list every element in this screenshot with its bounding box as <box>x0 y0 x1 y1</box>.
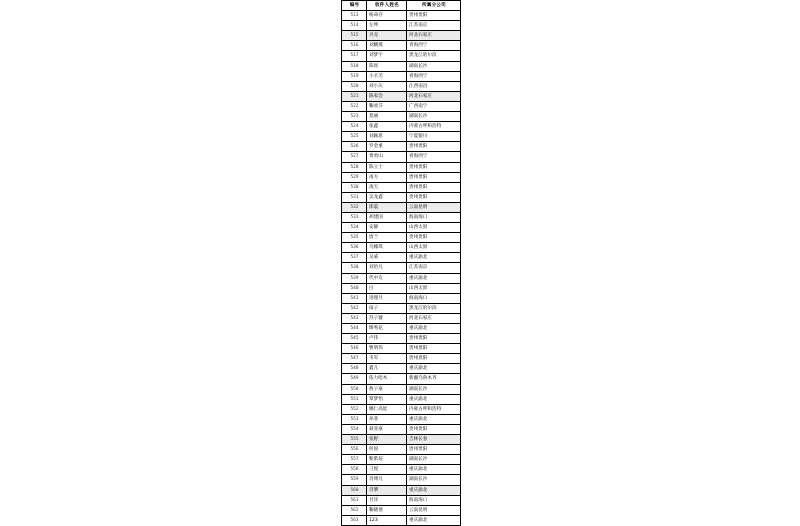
cell-id: 543 <box>342 313 367 323</box>
cell-id: 557 <box>342 455 367 465</box>
cell-recipient-name: 韦军 <box>367 354 407 364</box>
cell-recipient-name: 小羊羔 <box>367 71 407 81</box>
cell-recipient-name: 鞠晓倩 <box>367 505 407 515</box>
cell-branch-company: 重庆渝北 <box>407 515 461 525</box>
cell-id: 553 <box>342 414 367 424</box>
cell-recipient-name: 陈立士 <box>367 162 407 172</box>
cell-recipient-name: 扇子 <box>367 303 407 313</box>
table-row[interactable] <box>342 263 461 273</box>
table-row[interactable] <box>342 112 461 122</box>
cell-recipient-name: 张鑫 <box>367 122 407 132</box>
cell-recipient-name: 南方 <box>367 172 407 182</box>
cell-branch-company: 新疆乌鲁木齐 <box>407 374 461 384</box>
table-row[interactable] <box>342 243 461 253</box>
cell-id: 531 <box>342 192 367 202</box>
table-row[interactable] <box>342 192 461 202</box>
cell-branch-company: 内蒙古呼和浩特 <box>407 404 461 414</box>
table-body <box>342 11 461 526</box>
table-row[interactable] <box>342 61 461 71</box>
table-row[interactable] <box>342 132 461 142</box>
cell-branch-company: 江西南昌 <box>407 81 461 91</box>
cell-branch-company: 重庆渝北 <box>407 273 461 283</box>
cell-id: 538 <box>342 263 367 273</box>
cell-recipient-name: 白 <box>367 283 407 293</box>
cell-recipient-name: 刘小庆 <box>367 81 407 91</box>
cell-id: 539 <box>342 273 367 283</box>
cell-recipient-name: 左坤 <box>367 21 407 31</box>
table-row[interactable] <box>342 303 461 313</box>
table-row[interactable] <box>342 152 461 162</box>
cell-branch-company: 山西太原 <box>407 243 461 253</box>
cell-recipient-name: 刘治凡 <box>367 263 407 273</box>
cell-id: 554 <box>342 424 367 434</box>
table-row[interactable] <box>342 505 461 515</box>
cell-branch-company: 江苏南京 <box>407 21 461 31</box>
table-row[interactable] <box>342 515 461 525</box>
cell-branch-company: 重庆渝北 <box>407 465 461 475</box>
table-row[interactable] <box>342 414 461 424</box>
table-row[interactable] <box>342 41 461 51</box>
cell-branch-company: 青海西宁 <box>407 41 461 51</box>
cell-branch-company: 贵州贵阳 <box>407 424 461 434</box>
cell-branch-company: 山西太原 <box>407 223 461 233</box>
table-row[interactable] <box>342 465 461 475</box>
cell-recipient-name: 莫丽 <box>367 112 407 122</box>
cell-branch-company: 贵州贵阳 <box>407 344 461 354</box>
table-row[interactable] <box>342 283 461 293</box>
table-row[interactable] <box>342 172 461 182</box>
cell-recipient-name: 何国 <box>367 445 407 455</box>
cell-id: 522 <box>342 101 367 111</box>
cell-branch-company: 贵州贵阳 <box>407 162 461 172</box>
table-row[interactable] <box>342 122 461 132</box>
table-row[interactable] <box>342 364 461 374</box>
cell-branch-company: 重庆渝北 <box>407 485 461 495</box>
cell-recipient-name: 吴威 <box>367 253 407 263</box>
table-row[interactable] <box>342 81 461 91</box>
table-row[interactable] <box>342 404 461 414</box>
cell-recipient-name: 胡建国 <box>367 212 407 222</box>
cell-recipient-name: 敖子豪 <box>367 384 407 394</box>
cell-branch-company: 海南海口 <box>407 495 461 505</box>
cell-branch-company: 重庆渝北 <box>407 253 461 263</box>
cell-id: 550 <box>342 384 367 394</box>
cell-id: 555 <box>342 435 367 445</box>
table-row[interactable] <box>342 91 461 101</box>
cell-branch-company: 重庆渝北 <box>407 324 461 334</box>
cell-recipient-name: 聂亚豪 <box>367 424 407 434</box>
table-row[interactable] <box>342 162 461 172</box>
cell-recipient-name: 郎震 <box>367 202 407 212</box>
cell-id: 523 <box>342 112 367 122</box>
table-row[interactable] <box>342 212 461 222</box>
table-row[interactable] <box>342 495 461 505</box>
table-row[interactable] <box>342 182 461 192</box>
cell-id: 563 <box>342 515 367 525</box>
cell-recipient-name: 唐兰 <box>367 233 407 243</box>
cell-branch-company: 贵州贵阳 <box>407 172 461 182</box>
cell-branch-company: 内蒙古呼和浩特 <box>407 122 461 132</box>
cell-id: 537 <box>342 253 367 263</box>
cell-id: 559 <box>342 475 367 485</box>
cell-recipient-name: 安静 <box>367 223 407 233</box>
cell-branch-company: 云南昆明 <box>407 505 461 515</box>
table-row[interactable] <box>342 11 461 21</box>
cell-recipient-name: 刘鹏燕 <box>367 41 407 51</box>
cell-id: 533 <box>342 212 367 222</box>
recipient-table <box>341 0 461 526</box>
table-header <box>342 1 461 11</box>
cell-recipient-name: 苏子璇 <box>367 313 407 323</box>
table-row[interactable] <box>342 223 461 233</box>
cell-id: 515 <box>342 31 367 41</box>
table-row[interactable] <box>342 435 461 445</box>
cell-recipient-name: 刘梦宇 <box>367 51 407 61</box>
cell-branch-company: 贵州贵阳 <box>407 445 461 455</box>
cell-branch-company: 贵州贵阳 <box>407 11 461 21</box>
table-row[interactable] <box>342 202 461 212</box>
cell-id: 520 <box>342 81 367 91</box>
cell-branch-company: 重庆渝北 <box>407 394 461 404</box>
table-row[interactable] <box>342 334 461 344</box>
cell-id: 532 <box>342 202 367 212</box>
cell-id: 534 <box>342 223 367 233</box>
table-row[interactable] <box>342 313 461 323</box>
cell-recipient-name: 覃梦怡 <box>367 394 407 404</box>
table-row[interactable] <box>342 354 461 364</box>
cell-recipient-name: 鑫儿 <box>367 364 407 374</box>
table-row[interactable] <box>342 293 461 303</box>
cell-recipient-name: 靳紫瑄 <box>367 455 407 465</box>
cell-recipient-name: 孙菲 <box>367 414 407 424</box>
cell-recipient-name: 杨命存 <box>367 11 407 21</box>
cell-branch-company: 青海西宁 <box>407 71 461 81</box>
table-row[interactable] <box>342 273 461 283</box>
cell-branch-company: 贵州贵阳 <box>407 142 461 152</box>
cell-recipient-name: 甘洋 <box>367 495 407 505</box>
cell-id: 562 <box>342 505 367 515</box>
cell-id: 544 <box>342 324 367 334</box>
cell-id: 517 <box>342 51 367 61</box>
cell-branch-company: 宁夏银川 <box>407 132 461 142</box>
cell-recipient-name: 缪秀花 <box>367 324 407 334</box>
cell-recipient-name: 123 <box>367 515 407 525</box>
cell-recipient-name: 刘颖思 <box>367 132 407 142</box>
cell-id: 513 <box>342 11 367 21</box>
cell-id: 545 <box>342 334 367 344</box>
cell-branch-company: 江苏南京 <box>407 263 461 273</box>
cell-branch-company: 山西太原 <box>407 283 461 293</box>
table-row[interactable] <box>342 374 461 384</box>
cell-branch-company: 云南昆明 <box>407 202 461 212</box>
cell-recipient-name: 依力哈木 <box>367 374 407 384</box>
cell-id: 540 <box>342 283 367 293</box>
cell-recipient-name: 娜仁高娃 <box>367 404 407 414</box>
cell-branch-company: 黑龙江哈尔滨 <box>407 303 461 313</box>
cell-recipient-name: 肖攀 <box>367 485 407 495</box>
cell-recipient-name: 陈家会 <box>367 91 407 101</box>
column-header-branch: 所属分公司 <box>407 1 461 11</box>
cell-id: 560 <box>342 485 367 495</box>
cell-branch-company: 河北石家庄 <box>407 91 461 101</box>
cell-branch-company: 黑龙江哈尔滨 <box>407 51 461 61</box>
cell-id: 551 <box>342 394 367 404</box>
cell-branch-company: 贵州贵阳 <box>407 354 461 364</box>
cell-branch-company: 湖南长沙 <box>407 112 461 122</box>
table-row[interactable] <box>342 445 461 455</box>
cell-branch-company: 广西南宁 <box>407 101 461 111</box>
table-row[interactable] <box>342 253 461 263</box>
cell-recipient-name: 进理月 <box>367 293 407 303</box>
cell-id: 528 <box>342 162 367 172</box>
cell-recipient-name: 黄勇山 <box>367 152 407 162</box>
cell-id: 561 <box>342 495 367 505</box>
table-row[interactable] <box>342 455 461 465</box>
cell-branch-company: 重庆渝北 <box>407 414 461 424</box>
table-row[interactable] <box>342 344 461 354</box>
recipient-table-container <box>341 0 460 526</box>
table-row[interactable] <box>342 142 461 152</box>
cell-recipient-name: 凌天 <box>367 182 407 192</box>
cell-id: 556 <box>342 445 367 455</box>
cell-id: 519 <box>342 71 367 81</box>
cell-id: 518 <box>342 61 367 71</box>
cell-recipient-name: 肖博凡 <box>367 475 407 485</box>
table-row[interactable] <box>342 394 461 404</box>
cell-branch-company: 吉林长春 <box>407 435 461 445</box>
cell-branch-company: 湖南长沙 <box>407 384 461 394</box>
table-row[interactable] <box>342 233 461 243</box>
table-row[interactable] <box>342 31 461 41</box>
cell-branch-company: 青海西宁 <box>407 152 461 162</box>
cell-recipient-name: 贝壳 <box>367 31 407 41</box>
cell-id: 514 <box>342 21 367 31</box>
cell-branch-company: 贵州贵阳 <box>407 233 461 243</box>
cell-id: 527 <box>342 152 367 162</box>
table-row[interactable] <box>342 71 461 81</box>
cell-id: 516 <box>342 41 367 51</box>
cell-branch-company: 湖南长沙 <box>407 455 461 465</box>
cell-id: 529 <box>342 172 367 182</box>
cell-branch-company: 海南海口 <box>407 293 461 303</box>
cell-recipient-name: 卢伟 <box>367 334 407 344</box>
cell-id: 541 <box>342 293 367 303</box>
cell-id: 536 <box>342 243 367 253</box>
cell-id: 549 <box>342 374 367 384</box>
cell-recipient-name: 代中友 <box>367 273 407 283</box>
table-row[interactable] <box>342 324 461 334</box>
table-row[interactable] <box>342 424 461 434</box>
cell-id: 552 <box>342 404 367 414</box>
cell-id: 521 <box>342 91 367 101</box>
table-row[interactable] <box>342 384 461 394</box>
cell-id: 524 <box>342 122 367 132</box>
cell-recipient-name: 曹明伟 <box>367 344 407 354</box>
cell-id: 535 <box>342 233 367 243</box>
cell-id: 558 <box>342 465 367 475</box>
cell-recipient-name: 乌娜琪 <box>367 243 407 253</box>
column-header-id: 编号 <box>342 1 367 11</box>
cell-branch-company: 重庆渝北 <box>407 364 461 374</box>
cell-recipient-name: 张野 <box>367 435 407 445</box>
cell-branch-company: 海南海口 <box>407 212 461 222</box>
table-row[interactable] <box>342 101 461 111</box>
cell-id: 546 <box>342 344 367 354</box>
cell-branch-company: 湖南长沙 <box>407 475 461 485</box>
cell-branch-company: 湖南长沙 <box>407 61 461 71</box>
cell-branch-company: 河北石家庄 <box>407 31 461 41</box>
cell-id: 548 <box>342 364 367 374</box>
cell-id: 530 <box>342 182 367 192</box>
table-row[interactable] <box>342 51 461 61</box>
table-row[interactable] <box>342 485 461 495</box>
table-row[interactable] <box>342 475 461 485</box>
cell-branch-company: 河北石家庄 <box>407 313 461 323</box>
cell-id: 525 <box>342 132 367 142</box>
cell-branch-company: 贵州贵阳 <box>407 192 461 202</box>
cell-recipient-name: 刁悦 <box>367 465 407 475</box>
table-row[interactable] <box>342 21 461 31</box>
column-header-name: 收件人姓名 <box>367 1 407 11</box>
cell-branch-company: 贵州贵阳 <box>407 334 461 344</box>
cell-recipient-name: 陈瑶 <box>367 61 407 71</box>
cell-recipient-name: 吴龙鑫 <box>367 192 407 202</box>
cell-recipient-name: 鞠欢芬 <box>367 101 407 111</box>
cell-recipient-name: 罗金重 <box>367 142 407 152</box>
cell-id: 526 <box>342 142 367 152</box>
cell-branch-company: 贵州贵阳 <box>407 182 461 192</box>
cell-id: 547 <box>342 354 367 364</box>
cell-id: 542 <box>342 303 367 313</box>
table-header-row <box>342 1 461 11</box>
